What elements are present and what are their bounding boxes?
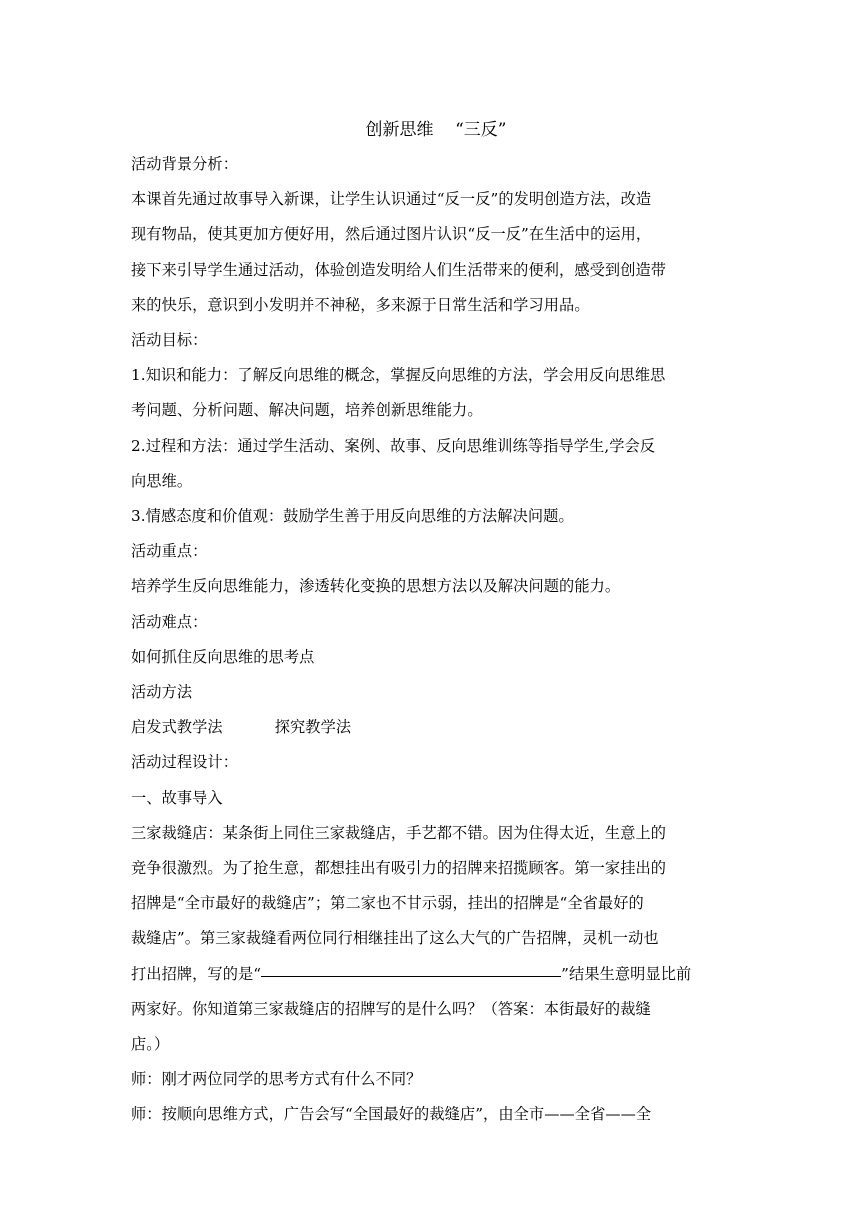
fill-in-blank [261,975,561,977]
story-line: 招牌是“全市最好的裁缝店”；第二家也不甘示弱，挂出的招牌是“全省最好的 [131,894,644,913]
story-line-with-blank [131,957,731,992]
difficulty-text: 如何抓住反向思维的思考点 [131,647,315,666]
methods-list [131,710,731,745]
story-line: 竞争很激烈。为了抢生意，都想挂出有吸引力的招牌来招揽顾客。第一家挂出的 [131,859,667,878]
story-line: 店。） [131,1035,170,1054]
story-blank-prefix: 打出招牌，写的是“ [131,964,262,983]
story-line: 裁缝店”。第三家裁缝看两位同行相继挂出了这么大气的广告招牌，灵机一动也 [131,929,659,948]
method-item: 启发式教学法 [131,718,223,737]
process-heading: 活动过程设计： [131,753,239,772]
goal-item: 向思维。 [131,471,193,490]
story-blank-suffix: ”结果生意明显比前 [561,964,692,983]
goal-item: 1.知识和能力：了解反向思维的概念，掌握反向思维的方法，学会用反向思维思 [131,366,666,385]
teacher-line: 师：刚才两位同学的思考方式有什么不同？ [131,1070,422,1089]
methods-heading: 活动方法 [131,683,193,702]
paragraph-line: 接下来引导学生通过活动，体验创造发明给人们生活带来的便利，感受到创造带 [131,260,667,279]
story-line: 两家好。你知道第三家裁缝店的招牌写的是什么吗？（答案：本街最好的裁缝 [131,999,651,1018]
goals-heading: 活动目标： [131,331,208,350]
teacher-line: 师：按顺向思维方式，广告会写“全国最好的裁缝店”，由全市——全省——全 [131,1105,652,1124]
key-heading: 活动重点： [131,542,208,561]
paragraph-line: 现有物品，使其更加方便好用，然后通过图片认识“反一反”在生活中的运用， [131,225,652,244]
document-body [131,113,731,1133]
method-item: 探究教学法 [274,718,352,737]
difficulty-heading: 活动难点： [131,612,208,631]
key-text: 培养学生反向思维能力，渗透转化变换的思想方法以及解决问题的能力。 [131,577,621,596]
paragraph-line: 本课首先通过故事导入新课，让学生认识通过“反一反”的发明创造方法，改造 [131,190,652,209]
goal-item: 3.情感态度和价值观：鼓励学生善于用反向思维的方法解决问题。 [131,507,574,526]
story-line: 三家裁缝店：某条街上同住三家裁缝店，手艺都不错。因为住得太近，生意上的 [131,823,667,842]
goal-item: 2.过程和方法：通过学生活动、案例、故事、反向思维训练等指导学生,学会反 [131,436,656,455]
background-heading: 活动背景分析： [131,155,239,173]
paragraph-line: 来的快乐，意识到小发明并不神秘，多来源于日常生活和学习用品。 [131,295,590,314]
goal-item: 考问题、分析问题、解决问题，培养创新思维能力。 [131,401,483,420]
page-title: 创新思维 “三反” [365,120,507,140]
story-heading: 一、故事导入 [131,788,223,807]
